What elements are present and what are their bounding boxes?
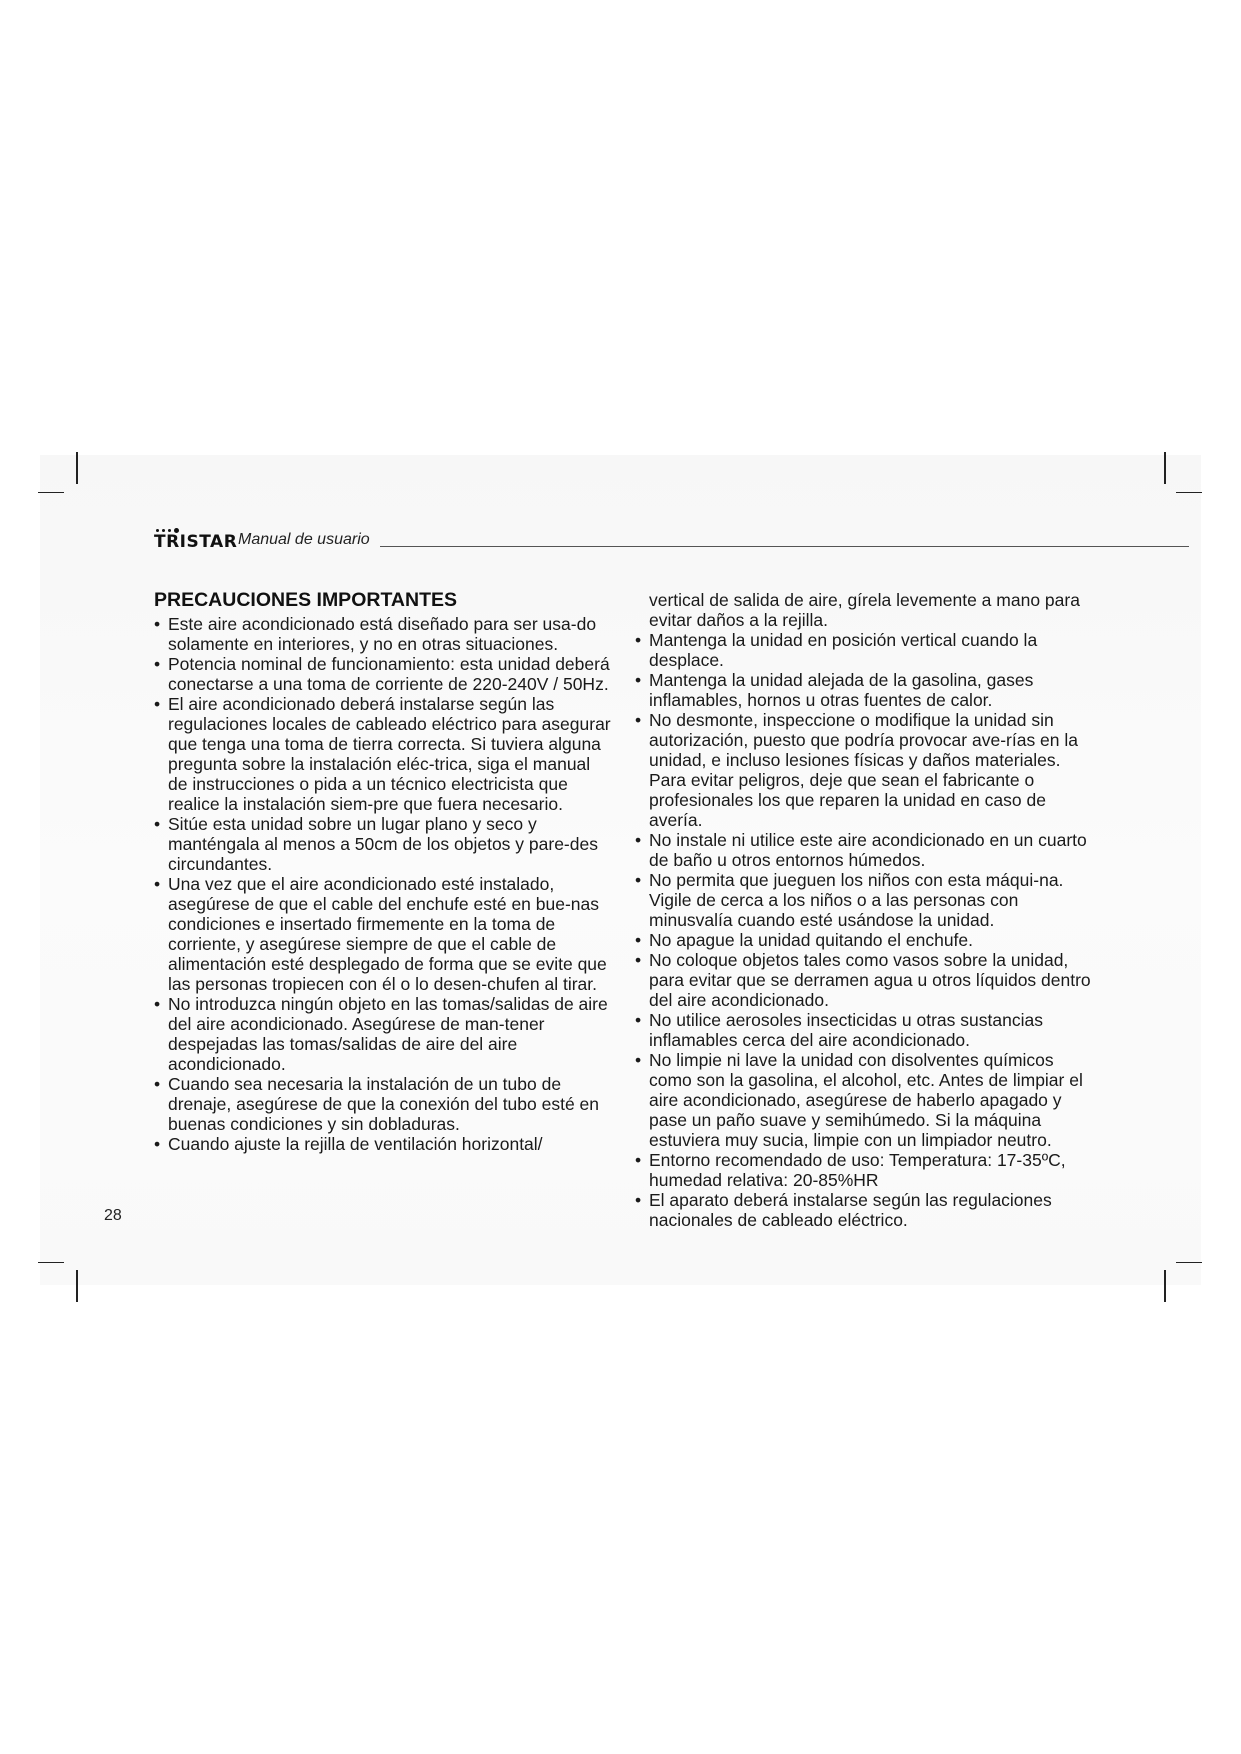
crop-mark-bottom-right-horizontal xyxy=(1176,1262,1202,1263)
crop-mark-top-right-vertical xyxy=(1164,452,1166,484)
list-item: • Cuando sea necesaria la instalación de un tubo de drenaje, asegúrese de que la conexión del tubo esté en buenas condiciones y sin dobladuras. xyxy=(154,1074,614,1134)
list-item: • Este aire acondicionado está diseñado para ser usa-do solamente en interiores, y no en otras situaciones. xyxy=(154,614,614,654)
list-item: • No coloque objetos tales como vasos sobre la unidad, para evitar que se derramen agua u otros líquidos dentro del aire acondicionado. xyxy=(635,950,1095,1010)
list-item: • No instale ni utilice este aire acondicionado en un cuarto de baño u otros entornos húmedos. xyxy=(635,830,1095,870)
list-item: • No apague la unidad quitando el enchufe. xyxy=(635,930,1095,950)
list-item: • No limpie ni lave la unidad con disolventes químicos como son la gasolina, el alcohol, etc. Antes de limpiar el aire acondicionado, asegúrese de haberlo apagado y pase un paño suave y semihúmedo. Si la máquina estuviera muy sucia, limpie con un limpiador neutro. xyxy=(635,1050,1095,1150)
list-item: • No introduzca ningún objeto en las tomas/salidas de aire del aire acondicionado. Asegúrese de man-tener despejadas las tomas/salidas de aire del aire acondicionado. xyxy=(154,994,614,1074)
list-item: • Sitúe esta unidad sobre un lugar plano y seco y manténgala al menos a 50cm de los objetos y pare-des circundantes. xyxy=(154,814,614,874)
list-item-continuation: vertical de salida de aire, gírela levemente a mano para evitar daños a la rejilla. xyxy=(649,590,1080,630)
section-heading: PRECAUCIONES IMPORTANTES xyxy=(154,589,457,611)
precautions-list-right xyxy=(635,630,1095,1230)
document-title: Manual de usuario xyxy=(238,531,370,548)
list-item: • Mantenga la unidad alejada de la gasolina, gases inflamables, hornos u otras fuentes de calor. xyxy=(635,670,1095,710)
crop-mark-bottom-right-vertical xyxy=(1164,1270,1166,1302)
page-number: 28 xyxy=(104,1207,122,1224)
header-rule xyxy=(380,546,1189,547)
list-item: • No desmonte, inspeccione o modifique la unidad sin autorización, puesto que podría provocar ave-rías en la unidad, e incluso lesiones físicas y daños materiales. Para evitar peligros, deje que sean el fabricante o profesionales los que reparen la unidad en caso de avería. xyxy=(635,710,1095,830)
list-item: • No permita que jueguen los niños con esta máqui-na. Vigile de cerca a los niños o a las personas con minusvalía cuando esté usándose la unidad. xyxy=(635,870,1095,930)
crop-mark-top-right-horizontal xyxy=(1176,492,1202,493)
list-item: • Entorno recomendado de uso: Temperatura: 17-35ºC, humedad relativa: 20-85%HR xyxy=(635,1150,1095,1190)
left-column xyxy=(154,588,614,1154)
crop-mark-bottom-left-horizontal xyxy=(38,1262,64,1263)
brand-name: TRISTAR xyxy=(154,532,238,552)
list-item: • El aparato deberá instalarse según las regulaciones nacionales de cableado eléctrico. xyxy=(635,1190,1095,1230)
list-item: • Cuando ajuste la rejilla de ventilación horizontal/ xyxy=(154,1134,614,1154)
running-header xyxy=(154,526,1189,552)
crop-mark-top-left-horizontal xyxy=(38,492,64,493)
crop-mark-bottom-left-vertical xyxy=(76,1270,78,1302)
list-item: • Una vez que el aire acondicionado esté instalado, asegúrese de que el cable del enchufe esté en bue-nas condiciones e insertado firmemente en la toma de corriente, y asegúrese siempre de que el cable de alimentación esté desplegado de forma que se evite que las personas tropiecen con él o lo desen-chufen al tirar. xyxy=(154,874,614,994)
brand-logo xyxy=(154,528,237,551)
list-item: • El aire acondicionado deberá instalarse según las regulaciones locales de cableado eléctrico para asegurar que tenga una toma de tierra correcta. Si tuviera alguna pregunta sobre la instalación eléc-trica, siga el manual de instrucciones o pida a un técnico electricista que realice la instalación siem-pre que fuera necesario. xyxy=(154,694,614,814)
crop-mark-top-left-vertical xyxy=(76,452,78,484)
list-item: • Potencia nominal de funcionamiento: esta unidad deberá conectarse a una toma de corriente de 220-240V / 50Hz. xyxy=(154,654,614,694)
list-item: • Mantenga la unidad en posición vertical cuando la desplace. xyxy=(635,630,1095,670)
list-item: • No utilice aerosoles insecticidas u otras sustancias inflamables cerca del aire acondicionado. xyxy=(635,1010,1095,1050)
right-column xyxy=(635,590,1095,1230)
precautions-list-left xyxy=(154,614,614,1154)
